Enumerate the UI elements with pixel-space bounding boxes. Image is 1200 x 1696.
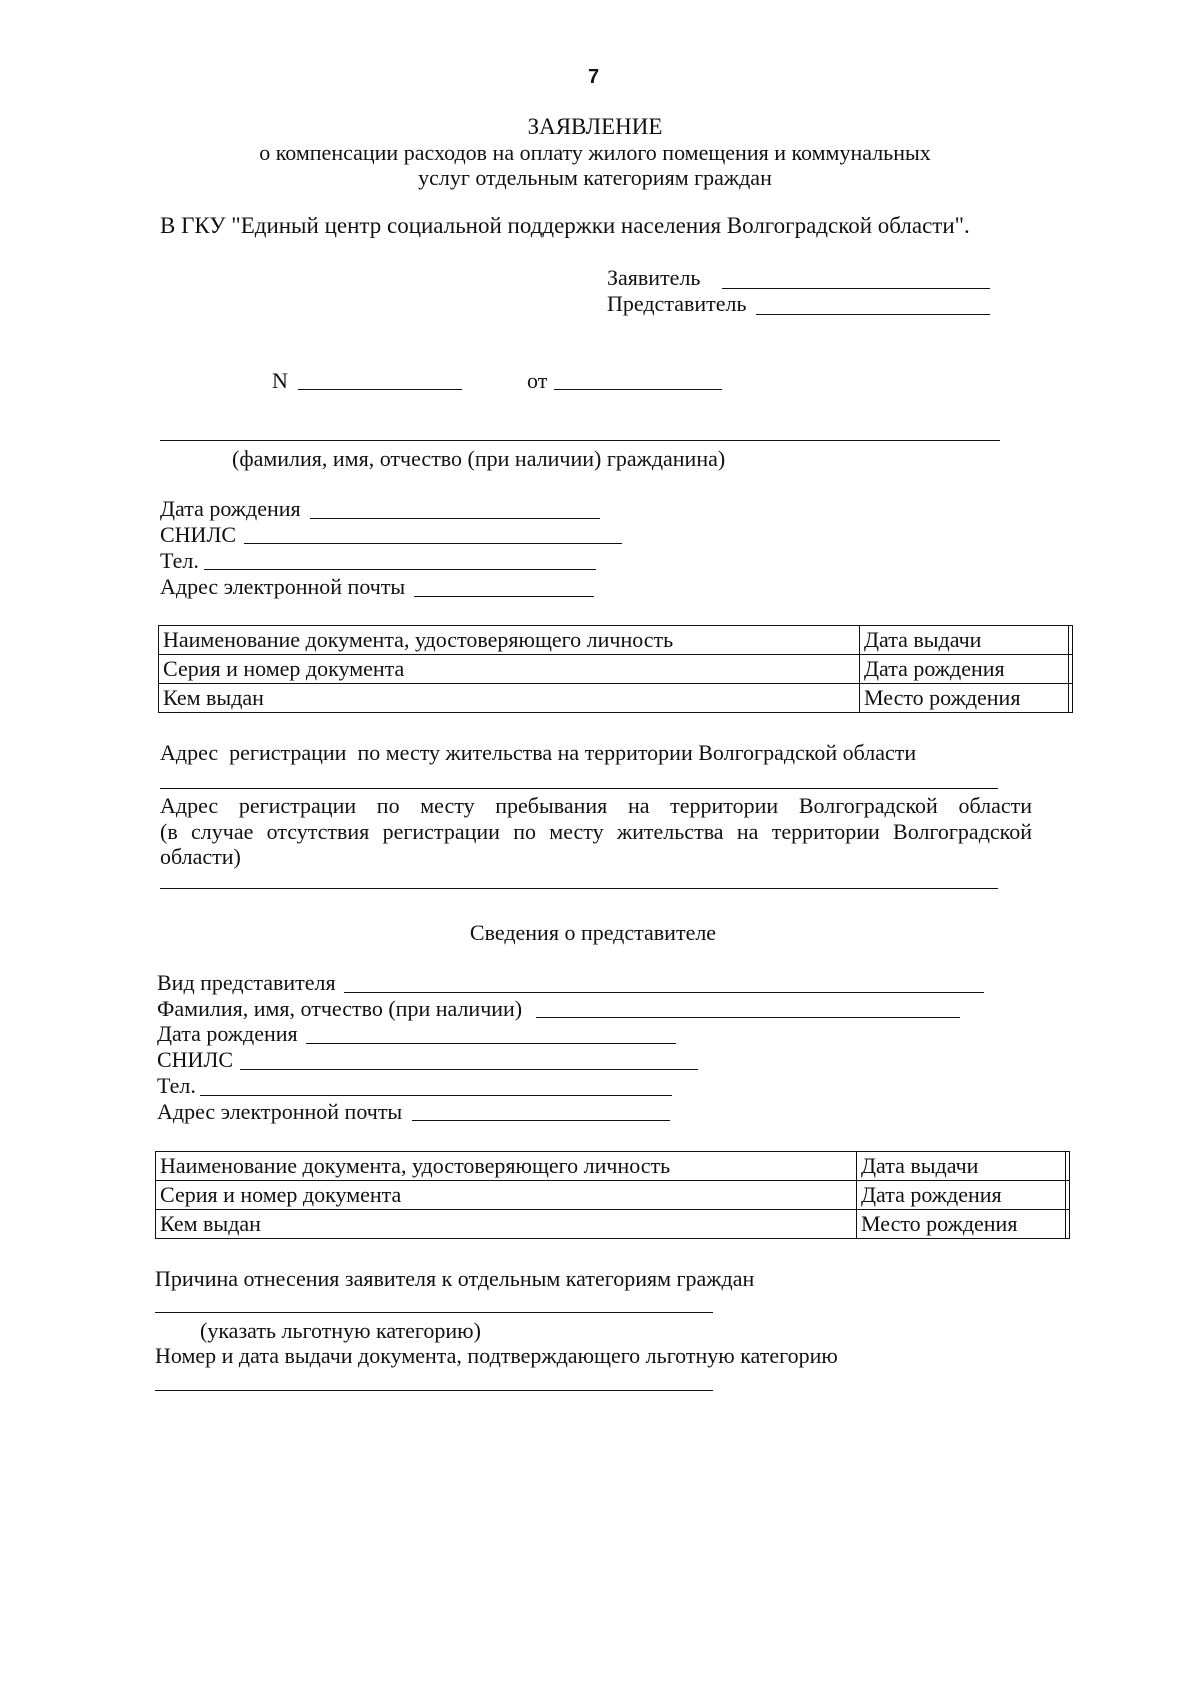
table-cell [1069, 626, 1073, 655]
rep-type-label: Вид представителя [157, 970, 336, 995]
rep-fio-field[interactable] [536, 1017, 960, 1018]
representative-section-heading: Сведения о представителе [469, 920, 717, 945]
number-field[interactable] [298, 389, 462, 390]
stay-address-line1: Адрес регистрации по месту пребывания на территории Волгоградской области [160, 793, 1032, 818]
addressee: В ГКУ "Единый центр социальной поддержки населения Волгоградской области". [160, 213, 970, 238]
document-subtitle-line2: услуг отдельным категориям граждан [418, 165, 772, 190]
rep-email-label: Адрес электронной почты [157, 1099, 403, 1124]
snils-field[interactable] [244, 543, 622, 544]
table-cell [1069, 684, 1073, 713]
category-document-field[interactable] [155, 1390, 713, 1391]
table-cell [1069, 655, 1073, 684]
table-cell [1066, 1152, 1070, 1181]
document-subtitle-line1: о компенсации расходов на оплату жилого помещения и коммунальных [259, 140, 931, 165]
table-row [159, 684, 1073, 713]
birth-date-field[interactable] [310, 518, 600, 519]
birth-date-label: Дата рождения [160, 496, 301, 521]
stay-address-line3: области) [160, 844, 241, 869]
category-caption: (указать льготную категорию) [200, 1318, 481, 1343]
table-cell[interactable]: Место рождения [857, 1210, 1066, 1239]
phone-field[interactable] [204, 569, 596, 570]
table-cell[interactable]: Наименование документа, удостоверяющего личность [156, 1152, 857, 1181]
rep-fio-label: Фамилия, имя, отчество (при наличии) [157, 996, 523, 1021]
stay-address-line2: (в случае отсутствия регистрации по месту жительства на территории Волгоградской [160, 819, 1032, 844]
table-cell[interactable]: Кем выдан [159, 684, 860, 713]
table-cell [1066, 1181, 1070, 1210]
rep-birth-date-label: Дата рождения [157, 1021, 298, 1046]
document-title: ЗАЯВЛЕНИЕ [527, 114, 663, 139]
table-row [156, 1181, 1070, 1210]
table-row [156, 1152, 1070, 1181]
snils-label: СНИЛС [160, 522, 237, 547]
category-document-label: Номер и дата выдачи документа, подтверждающего льготную категорию [155, 1343, 838, 1368]
rep-snils-label: СНИЛС [157, 1047, 234, 1072]
rep-phone-field[interactable] [200, 1095, 672, 1096]
table-row [159, 655, 1073, 684]
representative-label: Представитель [607, 291, 747, 316]
table-cell[interactable]: Наименование документа, удостоверяющего личность [159, 626, 860, 655]
number-label: N [272, 368, 288, 393]
stay-address-field[interactable] [160, 888, 998, 889]
full-name-caption: (фамилия, имя, отчество (при наличии) гражданина) [232, 446, 726, 471]
applicant-label: Заявитель [607, 265, 701, 290]
phone-label: Тел. [160, 548, 199, 573]
rep-snils-field[interactable] [240, 1069, 698, 1070]
email-field[interactable] [414, 596, 594, 597]
table-cell[interactable]: Место рождения [860, 684, 1069, 713]
table-row [159, 626, 1073, 655]
rep-type-field[interactable] [344, 992, 984, 993]
from-label: от [527, 368, 548, 393]
rep-email-field[interactable] [412, 1120, 670, 1121]
date-field[interactable] [554, 389, 722, 390]
representative-field[interactable] [756, 314, 990, 315]
table-cell[interactable]: Дата выдачи [860, 626, 1069, 655]
residence-address-label: Адрес регистрации по месту жительства на территории Волгоградской области [160, 740, 917, 765]
residence-address-field[interactable] [160, 788, 998, 789]
rep-phone-label: Тел. [157, 1073, 196, 1098]
category-reason-label: Причина отнесения заявителя к отдельным категориям граждан [155, 1266, 755, 1291]
rep-birth-date-field[interactable] [306, 1043, 676, 1044]
table-cell[interactable]: Дата выдачи [857, 1152, 1066, 1181]
email-label: Адрес электронной почты [160, 574, 406, 599]
table-cell[interactable]: Серия и номер документа [159, 655, 860, 684]
table-cell [1066, 1210, 1070, 1239]
page-number: 7 [588, 66, 600, 88]
rep-identity-document-table [155, 1151, 1070, 1239]
table-row [156, 1210, 1070, 1239]
table-cell[interactable]: Дата рождения [860, 655, 1069, 684]
applicant-field[interactable] [722, 288, 990, 289]
table-cell[interactable]: Дата рождения [857, 1181, 1066, 1210]
identity-document-table [158, 625, 1073, 713]
full-name-field[interactable] [160, 440, 1000, 441]
table-cell[interactable]: Кем выдан [156, 1210, 857, 1239]
category-field[interactable] [155, 1312, 713, 1313]
table-cell[interactable]: Серия и номер документа [156, 1181, 857, 1210]
